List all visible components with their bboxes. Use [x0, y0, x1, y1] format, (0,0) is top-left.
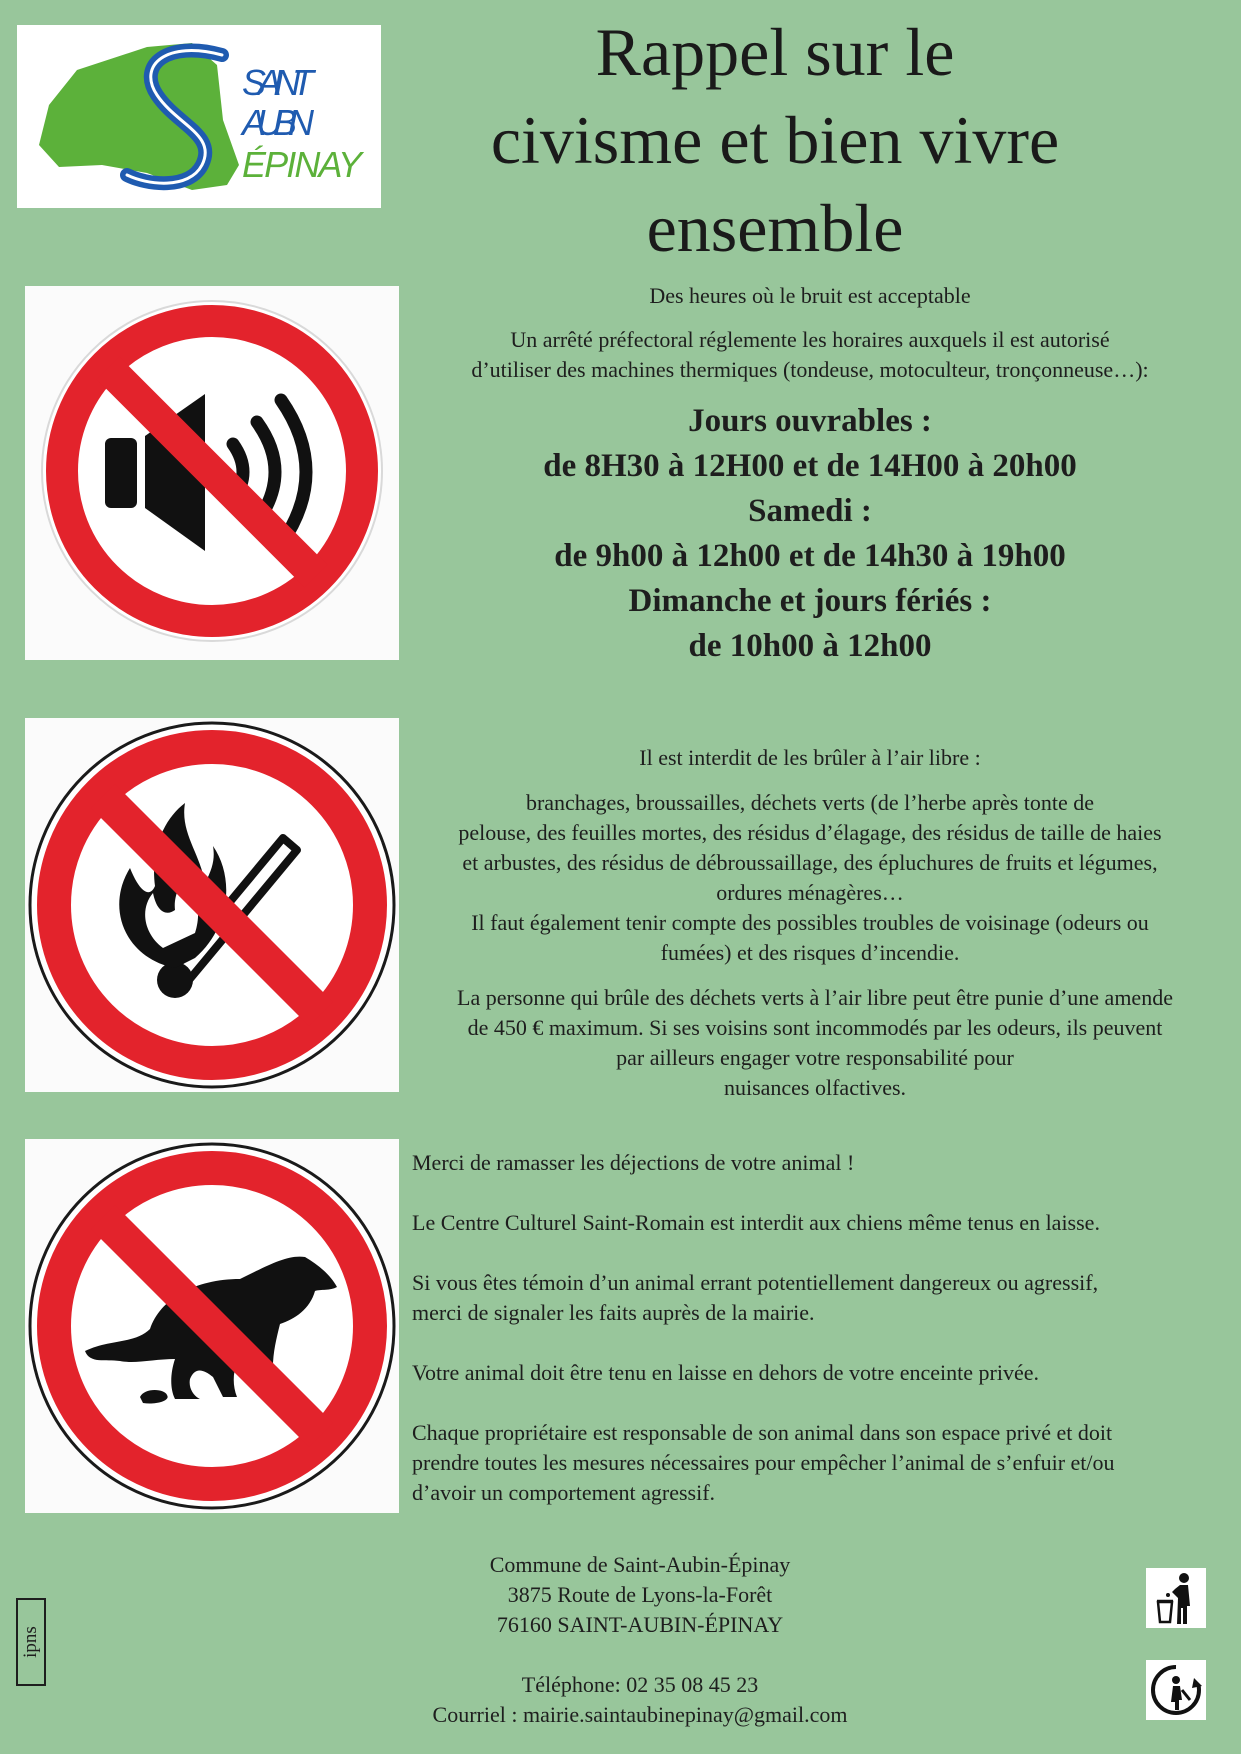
- schedule-saturday-hours: de 9h00 à 12h00 et de 14h30 à 19h00: [554, 538, 1066, 574]
- fire-fine-line: par ailleurs engager votre responsabilité pour: [616, 1045, 1014, 1070]
- no-fire-sign-icon: [25, 718, 399, 1092]
- address-line: Commune de Saint-Aubin-Épinay: [489, 1552, 791, 1577]
- fire-fine-line: de 450 € maximum. Si ses voisins sont incommodés par les odeurs, ils peuvent: [467, 1015, 1163, 1040]
- dog-p5-line: d’avoir un comportement agressif.: [412, 1480, 716, 1505]
- fire-list-line: et arbustes, des résidus de débroussaillage, des épluchures de fruits et légumes,: [462, 850, 1158, 875]
- schedule-weekdays-label: Jours ouvrables :: [688, 403, 932, 439]
- dog-paragraph-4: Votre animal doit être tenu en laisse en dehors de votre enceinte privée.: [412, 1360, 1039, 1385]
- page-title: [420, 8, 1130, 272]
- schedule-sunday-hours: de 10h00 à 12h00: [688, 628, 932, 664]
- dog-p5-line: prendre toutes les mesures nécessaires pour empêcher l’animal de s’enfuir et/ou: [412, 1450, 1115, 1475]
- footer-contact: [340, 1670, 940, 1730]
- title-line-1: Rappel sur le: [595, 14, 955, 90]
- ipns-stamp: [16, 1598, 46, 1686]
- email-text: Courriel : mairie.saintaubinepinay@gmail.com: [432, 1702, 848, 1727]
- noise-description: [410, 325, 1210, 385]
- recycle-icon: [1146, 1660, 1206, 1720]
- fire-list-line: fumées) et des risques d’incendie.: [660, 940, 960, 965]
- commune-logo: [17, 25, 381, 208]
- no-noise-sign-icon: [25, 286, 399, 660]
- noise-desc-line: d’utiliser des machines thermiques (tondeuse, motoculteur, tronçonneuse…):: [471, 357, 1149, 382]
- logo-line-aubin: AUBIN: [242, 102, 314, 143]
- logo-line-epinay: ÉPINAY: [242, 144, 362, 185]
- dog-paragraph-2: Le Centre Culturel Saint-Romain est interdit aux chiens même tenus en laisse.: [412, 1210, 1100, 1235]
- fire-forbidden-list: [410, 788, 1210, 968]
- address-line: 3875 Route de Lyons-la-Forêt: [507, 1582, 773, 1607]
- dog-p3-line: merci de signaler les faits auprès de la mairie.: [412, 1300, 815, 1325]
- dog-p5-line: Chaque propriétaire est responsable de son animal dans son espace privé et doit: [412, 1420, 1113, 1445]
- fire-list-line: branchages, broussailles, déchets verts (de l’herbe après tonte de: [525, 790, 1095, 815]
- no-dog-fouling-sign-icon: [25, 1139, 399, 1513]
- schedule-sunday-label: Dimanche et jours fériés :: [628, 583, 992, 619]
- phone-text: Téléphone: 02 35 08 45 23: [521, 1672, 759, 1697]
- schedule-weekdays-hours: de 8H30 à 12H00 et de 14H00 à 20h00: [543, 448, 1077, 484]
- title-line-2: civisme et bien vivre: [490, 102, 1060, 178]
- address-line: 76160 SAINT-AUBIN-ÉPINAY: [496, 1612, 784, 1637]
- logo-line-saint: SAINT: [242, 62, 314, 103]
- fire-list-line: Il faut également tenir compte des possibles troubles de voisinage (odeurs ou: [471, 910, 1149, 935]
- dog-paragraph-3: [412, 1268, 1212, 1328]
- fire-penalty-text: [410, 983, 1220, 1103]
- fire-fine-line: La personne qui brûle des déchets verts à l’air libre peut être punie d’une amende: [457, 985, 1173, 1010]
- fire-fine-line: nuisances olfactives.: [723, 1075, 907, 1100]
- ipns-label: ipns: [20, 1626, 41, 1658]
- schedule-saturday-label: Samedi :: [748, 493, 872, 529]
- dog-paragraph-5: [412, 1418, 1212, 1508]
- title-line-3: ensemble: [646, 190, 904, 266]
- fire-list-line: ordures ménagères…: [716, 880, 904, 905]
- noise-desc-line: Un arrêté préfectoral réglemente les horaires auxquels il est autorisé: [510, 327, 1110, 352]
- footer-address: [360, 1550, 920, 1640]
- fire-list-line: pelouse, des feuilles mortes, des résidus d’élagage, des résidus de taille de haies: [458, 820, 1162, 845]
- fire-intro: Il est interdit de les brûler à l’air libre :: [639, 745, 981, 770]
- tidy-man-icon: [1146, 1568, 1206, 1628]
- dog-p3-line: Si vous êtes témoin d’un animal errant potentiellement dangereux ou agressif,: [412, 1270, 1099, 1295]
- dog-paragraph-1: Merci de ramasser les déjections de votre animal !: [412, 1150, 855, 1175]
- noise-intro: Des heures où le bruit est acceptable: [649, 283, 971, 308]
